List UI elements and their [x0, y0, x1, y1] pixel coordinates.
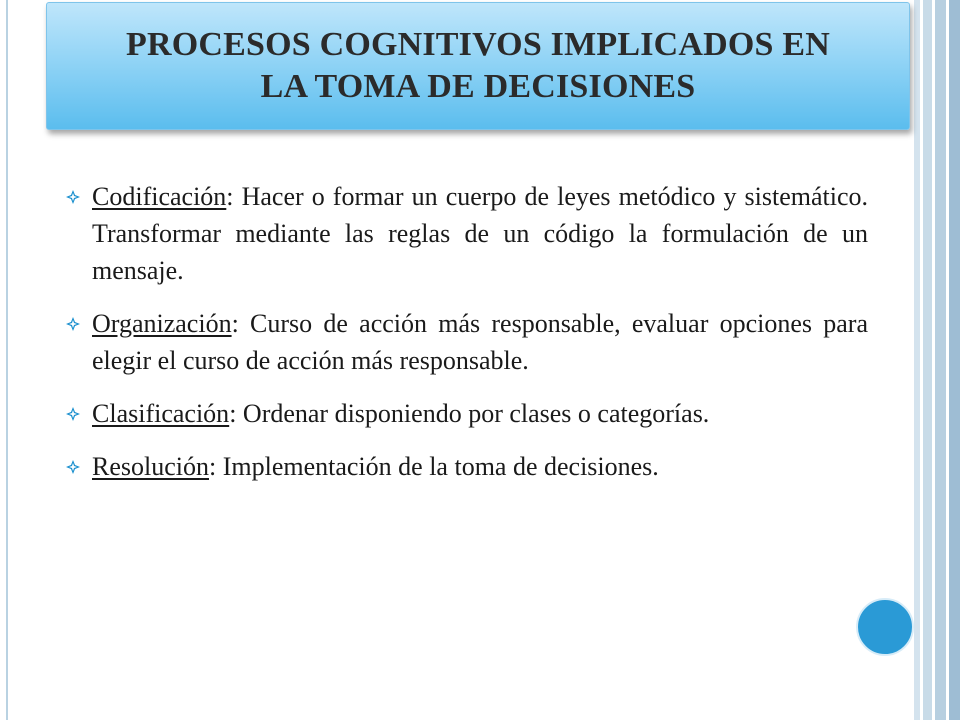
decorative-circle	[856, 598, 914, 656]
stripe	[923, 0, 932, 720]
bullet-term: Clasificación	[92, 399, 230, 428]
list-item	[64, 305, 868, 379]
bullet-list	[64, 178, 868, 501]
bullet-term: Organización	[92, 309, 232, 338]
page-title	[106, 24, 850, 108]
diamond-bullet-icon	[66, 460, 80, 474]
list-item	[64, 178, 868, 289]
stripe	[949, 0, 960, 720]
bullet-text: : Implementación de la toma de decisiones.	[209, 452, 659, 481]
left-border-line	[6, 0, 8, 720]
bullet-term: Codificación	[92, 182, 227, 211]
diamond-bullet-icon	[66, 407, 80, 421]
title-banner	[46, 2, 910, 130]
diamond-bullet-icon	[66, 317, 80, 331]
list-item	[64, 448, 868, 485]
bullet-text: : Ordenar disponiendo por clases o categorías.	[229, 399, 710, 428]
title-line-1: PROCESOS COGNITIVOS IMPLICADOS EN	[126, 26, 830, 63]
bullet-text: : Hacer o formar un cuerpo de leyes metódico y sistemático. Transformar mediante las reglas de un código la formulación de un mensaje.	[92, 182, 868, 285]
title-line-2: LA TOMA DE DECISIONES	[260, 68, 696, 105]
stripe	[935, 0, 946, 720]
list-item	[64, 395, 868, 432]
diamond-bullet-icon	[66, 190, 80, 204]
bullet-text: : Curso de acción más responsable, evaluar opciones para elegir el curso de acción más responsable.	[92, 309, 868, 375]
right-decorative-stripes	[914, 0, 960, 720]
bullet-term: Resolución	[92, 452, 209, 481]
